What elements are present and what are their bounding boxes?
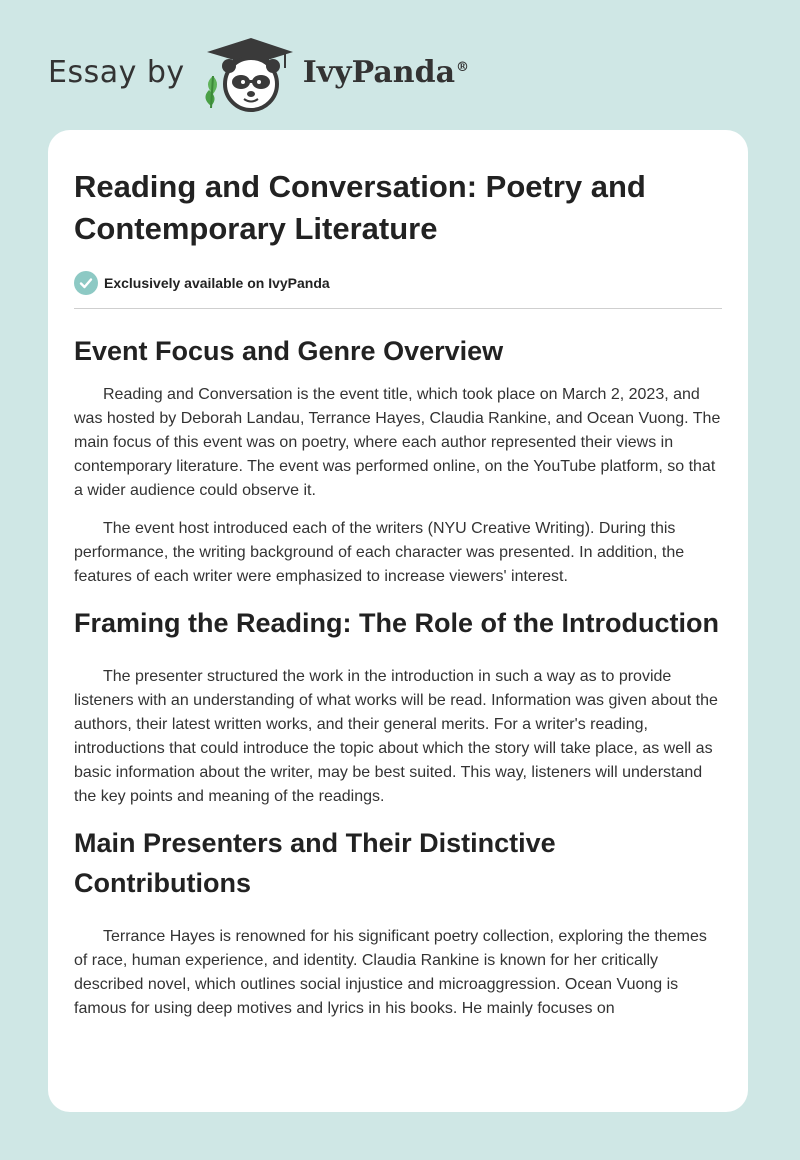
panda-logo-icon[interactable] (199, 32, 295, 112)
section-heading: Framing the Reading: The Role of the Introduction (74, 608, 719, 638)
section-heading: Main Presenters and Their Distinctive Contributions (74, 828, 556, 898)
trademark-symbol: ® (456, 59, 470, 75)
essay-by-label: Essay by (48, 54, 185, 90)
paragraph: Reading and Conversation is the event title, which took place on March 2, 2023, and was hosted by Deborah Landau, Terrance Hayes, Claudia Rankine, and Ocean Vuong. The main focus of this event was on poetry, where each author represented their views in contemporary literature. The event was performed online, on the YouTube platform, so that a wider audience could observe it. (74, 386, 721, 499)
site-header (48, 32, 469, 112)
exclusive-badge (74, 270, 722, 296)
essay-card (48, 130, 748, 1112)
essay-title: Reading and Conversation: Poetry and Contemporary Literature (74, 169, 646, 246)
checkmark-icon (74, 271, 98, 295)
title-divider (74, 308, 722, 309)
paragraph: The presenter structured the work in the introduction in such a way as to provide listeners with an understanding of what works will be read. Information was given about the authors, their latest written works, and their general merits. For a writer's reading, introductions that could introduce the topic about which the story will take place, as well as basic information about the writer, may be best suited. This way, listeners will understand the key points and meaning of the readings. (74, 668, 718, 805)
paragraph: The event host introduced each of the writers (NYU Creative Writing). During this performance, the writing background of each character was presented. In addition, the features of each writer were emphasized to increase viewers' interest. (74, 520, 685, 585)
section-heading: Event Focus and Genre Overview (74, 336, 504, 366)
brand-name[interactable]: IvyPanda® (302, 54, 470, 90)
exclusive-text: Exclusively available on IvyPanda (104, 275, 330, 291)
paragraph: Terrance Hayes is renowned for his significant poetry collection, exploring the themes of race, human experience, and identity. Claudia Rankine is known for her critically described novel, which outlines social injustice and microaggression. Ocean Vuong is famous for using deep motives and lyrics in his books. He mainly focuses on (74, 928, 707, 1017)
